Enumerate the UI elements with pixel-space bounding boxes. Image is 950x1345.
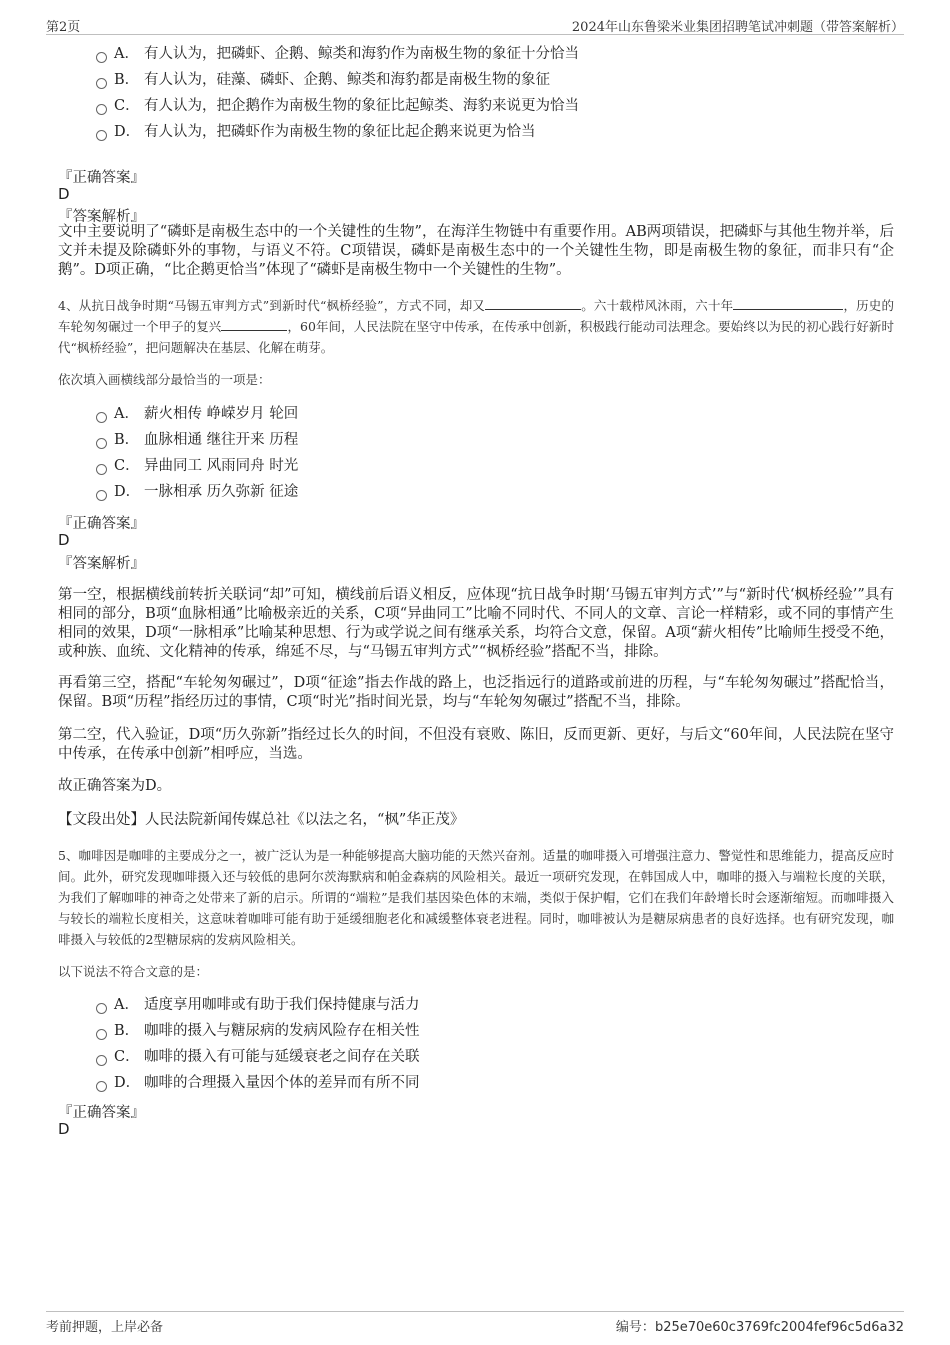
- q5-option-a[interactable]: A． 适度享用咖啡或有助于我们保持健康与活力: [96, 996, 420, 1022]
- q4-stem: 4、从抗日战争时期“马锡五审判方式”到新时代“枫桥经验”，方式不同，却又 。六十载栉风沐雨，六十年 ，历史的车轮匆匆碾过一个甲子的复兴 ，60年间，人民法院在坚守中传承，在传承中创新，积极践行能动司法理念。要始终以为民的初心践行好新时代“枫桥经验”，把问题解决在基层、化解在萌芽。: [58, 298, 894, 355]
- document-title: 2024年山东鲁梁米业集团招聘笔试冲刺题（带答案解析）: [571, 20, 904, 35]
- q3-analysis-text: 文中主要说明了“磷虾是南极生态中的一个关键性的生物”，在海洋生物链中有重要作用。AB两项错误，把磷虾与其他生物并举，后文并未提及除磷虾外的事物，与语义不符。C项错误，磷虾是南极生态中的一个关键性生物，即是南极生物的象征，而非只有“企鹅”。D项正确，“比企鹅更恰当”体现了“磷虾是南极生物中一个关键性的生物”。: [58, 224, 894, 278]
- document-code: 编号：b25e70e60c3769fc2004fef96c5d6a32: [615, 1320, 904, 1335]
- q4-analysis-para-2: 再看第三空，搭配“车轮匆匆碾过”，D项“征途”指去作战的路上，也泛指远行的道路或前进的历程，与“车轮匆匆碾过”搭配恰当，保留。B项“历程”指经历过的事情，C项“时光”指时间光景，均与“车轮匆匆碾过”搭配不当，排除。: [58, 675, 894, 710]
- q4-analysis-para-3: 第二空，代入验证，D项“历久弥新”指经过长久的时间，不但没有衰败、陈旧，反而更新、更好，与后文“60年间，人民法院在坚守中传承，在传承中创新”相呼应，当选。: [58, 727, 894, 762]
- q5-prompt: 以下说法不符合文意的是：: [58, 964, 209, 979]
- q4-option-b[interactable]: B． 血脉相通 继往开来 历程: [96, 431, 298, 457]
- q4-option-a[interactable]: A． 薪火相传 峥嵘岁月 轮回: [96, 405, 298, 431]
- blank-3: [221, 318, 287, 331]
- q4-source: 【文段出处】人民法院新闻传媒总社《以法之名，“枫”华正茂》: [58, 812, 465, 828]
- q4-answer: D: [58, 531, 70, 549]
- q4-prompt: 依次填入画横线部分最恰当的一项是：: [58, 372, 271, 387]
- q3-option-d[interactable]: D． 有人认为，把磷虾作为南极生物的象征比起企鹅来说更为恰当: [96, 123, 579, 149]
- q4-answer-label: 『正确答案』: [58, 516, 145, 532]
- footer-motto: 考前押题，上岸必备: [46, 1320, 164, 1335]
- q4-option-c[interactable]: C． 异曲同工 风雨同舟 时光: [96, 457, 298, 483]
- q3-analysis-label: 『答案解析』: [58, 209, 145, 225]
- page-footer: [46, 1311, 904, 1334]
- q5-option-b[interactable]: B． 咖啡的摄入与糖尿病的发病风险存在相关性: [96, 1022, 420, 1048]
- radio-button-icon[interactable]: [96, 438, 107, 449]
- radio-button-icon[interactable]: [96, 1055, 107, 1066]
- radio-button-icon[interactable]: [96, 52, 107, 63]
- q5-options: [96, 996, 420, 1100]
- radio-button-icon[interactable]: [96, 490, 107, 501]
- q3-answer-label: 『正确答案』: [58, 170, 145, 186]
- radio-button-icon[interactable]: [96, 1029, 107, 1040]
- radio-button-icon[interactable]: [96, 1003, 107, 1014]
- radio-button-icon[interactable]: [96, 78, 107, 89]
- q3-option-a[interactable]: A． 有人认为，把磷虾、企鹅、鲸类和海豹作为南极生物的象征十分恰当: [96, 45, 579, 71]
- q4-options: [96, 405, 298, 509]
- q3-option-c[interactable]: C． 有人认为，把企鹅作为南极生物的象征比起鲸类、海豹来说更为恰当: [96, 97, 579, 123]
- q5-option-d[interactable]: D． 咖啡的合理摄入量因个体的差异而有所不同: [96, 1074, 420, 1100]
- radio-button-icon[interactable]: [96, 412, 107, 423]
- q4-analysis-label: 『答案解析』: [58, 556, 145, 572]
- q5-answer-label: 『正确答案』: [58, 1105, 145, 1121]
- q4-analysis-para-1: 第一空，根据横线前转折关联词“却”可知，横线前后语义相反，应体现“抗日战争时期‘马锡五审判方式’”与“新时代‘枫桥经验’”具有相同的部分，B项“血脉相通”比喻极亲近的关系，C项“异曲同工”比喻不同时代、不同人的文章、言论一样精彩，或不同的事情产生相同的效果，D项“一脉相承”比喻某种思想、行为或学说之间有继承关系，均符合文意，保留。A项“薪火相传”比喻师生授受不绝，或种族、血统、文化精神的传承，绵延不尽，与“马锡五审判方式”“枫桥经验”搭配不当，排除。: [58, 587, 894, 660]
- q3-answer: D: [58, 185, 70, 203]
- radio-button-icon[interactable]: [96, 130, 107, 141]
- radio-button-icon[interactable]: [96, 1081, 107, 1092]
- q5-option-c[interactable]: C． 咖啡的摄入有可能与延缓衰老之间存在关联: [96, 1048, 420, 1074]
- q4-analysis-conclusion: 故正确答案为D。: [58, 778, 172, 794]
- page-number: 第2页: [46, 20, 81, 35]
- q4-option-d[interactable]: D． 一脉相承 历久弥新 征途: [96, 483, 298, 509]
- q5-answer: D: [58, 1120, 70, 1138]
- q3-options: [96, 45, 579, 149]
- blank-2: [733, 297, 843, 310]
- radio-button-icon[interactable]: [96, 104, 107, 115]
- blank-1: [485, 297, 581, 310]
- q5-stem: 5、咖啡因是咖啡的主要成分之一，被广泛认为是一种能够提高大脑功能的天然兴奋剂。适量的咖啡摄入可增强注意力、警觉性和思维能力，提高反应时间。此外，研究发现咖啡摄入还与较低的患阿尔茨海默病和帕金森病的风险相关。最近一项研究发现，在韩国成人中，咖啡的摄入与端粒长度的关联，为我们了解咖啡的神奇之处带来了新的启示。所谓的“端粒”是我们基因染色体的末端，类似于保护帽，它们在我们年龄增长时会逐渐缩短。而咖啡摄入与较长的端粒长度相关，这意味着咖啡可能有助于延缓细胞老化和减缓整体衰老进程。同时，咖啡被认为是糖尿病患者的良好选择。也有研究发现，咖啡摄入与较低的2型糖尿病的发病风险相关。: [58, 848, 894, 947]
- radio-button-icon[interactable]: [96, 464, 107, 475]
- q3-option-b[interactable]: B． 有人认为，硅藻、磷虾、企鹅、鲸类和海豹都是南极生物的象征: [96, 71, 579, 97]
- page-header: [46, 14, 904, 35]
